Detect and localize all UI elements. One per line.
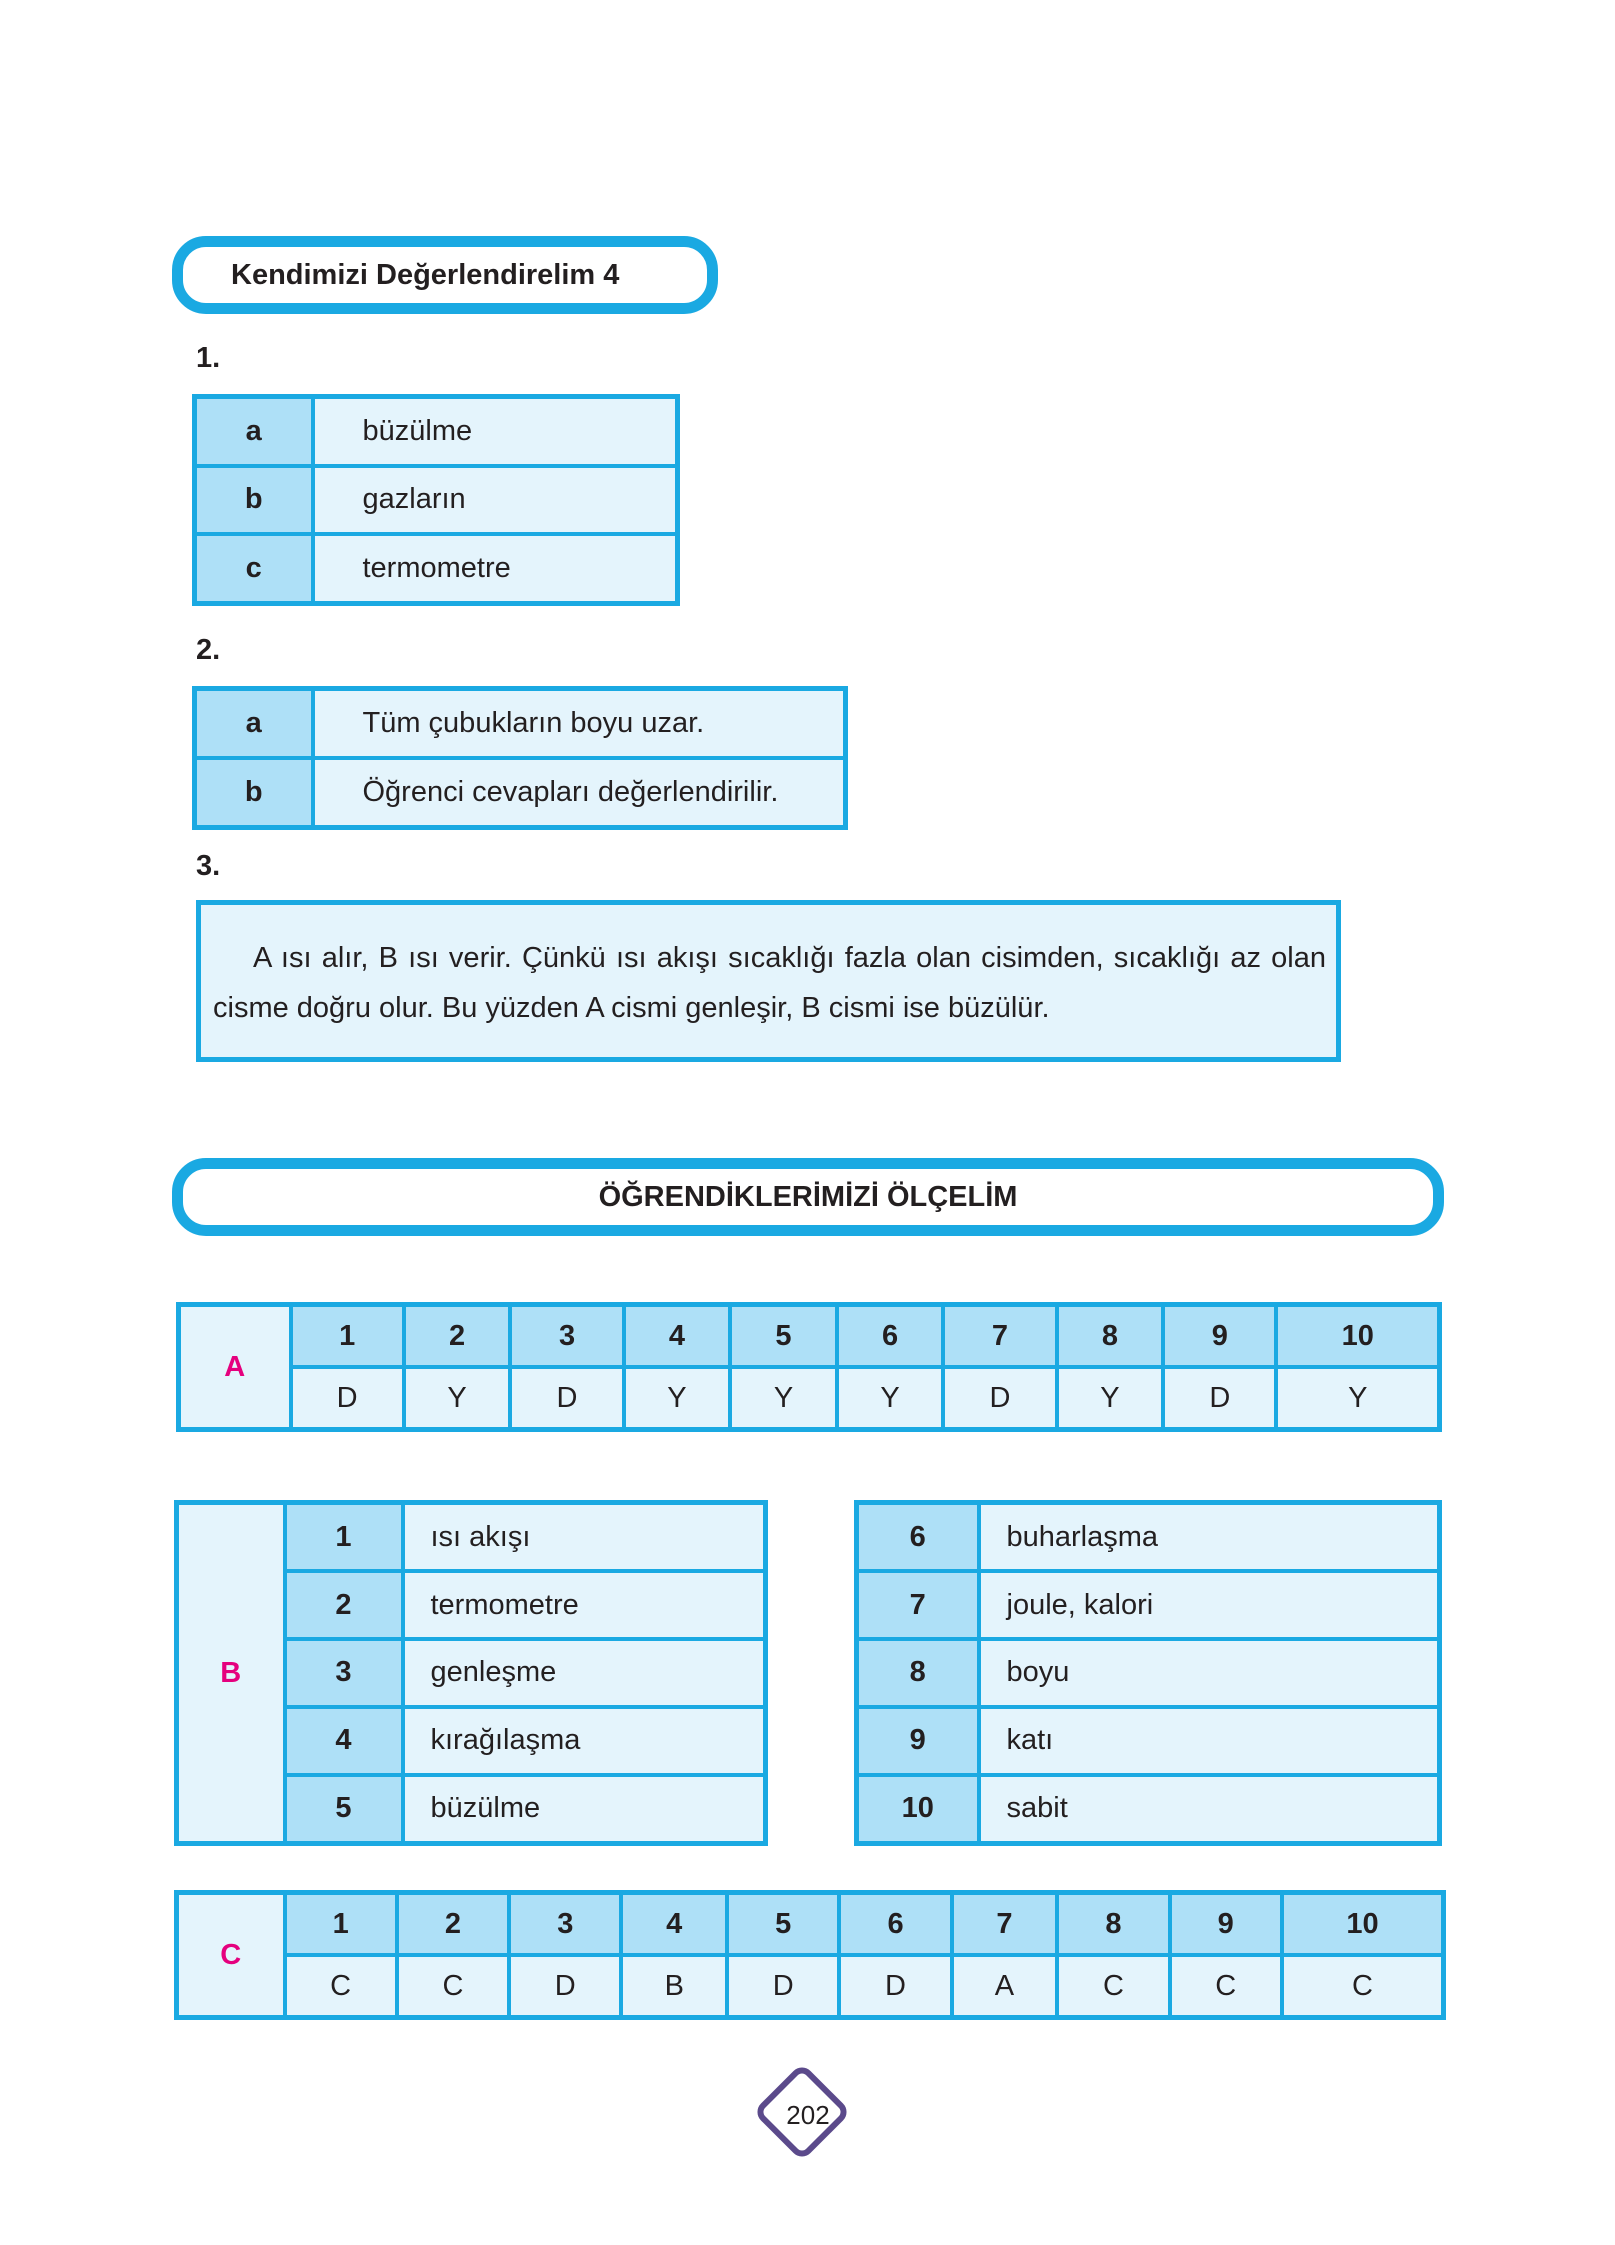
answer-cell: Y [1057,1367,1164,1430]
answer-cell: C [285,1955,397,2018]
answer-cell: A [952,1955,1058,2018]
answer-cell: boyu [979,1639,1440,1707]
question-number: 9 [1170,1893,1282,1956]
table-row [179,1367,1440,1430]
question-number: 10 [857,1775,979,1844]
question-number: 5 [285,1775,403,1844]
table-row [195,689,846,759]
part-b-label: B [177,1503,285,1844]
answer-cell: D [727,1955,839,2018]
row-value: termometre [313,534,678,603]
section-title-text: Kendimizi Değerlendirelim 4 [231,258,620,291]
answer-cell: sabit [979,1775,1440,1844]
question-number: 2 [285,1571,403,1639]
row-key: a [195,689,313,759]
question-number: 9 [1163,1305,1276,1368]
part-b-left-table [174,1500,768,1846]
question-number: 4 [285,1707,403,1775]
question-number: 2 [397,1893,509,1956]
question-number: 6 [839,1893,951,1956]
answer-cell: katı [979,1707,1440,1775]
table-row [857,1707,1440,1775]
answer-cell: D [509,1955,621,2018]
table-row [177,1503,766,1572]
question-number: 7 [857,1571,979,1639]
answer-cell: Y [624,1367,731,1430]
question-2-label: 2. [196,634,221,666]
row-value: Öğrenci cevapları değerlendirilir. [313,758,846,828]
answer-cell: Y [404,1367,511,1430]
question-number: 7 [943,1305,1056,1368]
section-title-kendimizi [172,236,718,314]
question-number: 10 [1276,1305,1439,1368]
answer-cell: Y [730,1367,837,1430]
question-number: 1 [285,1893,397,1956]
answer-cell: kırağılaşma [403,1707,766,1775]
answer-cell: joule, kalori [979,1571,1440,1639]
question-3-label: 3. [196,850,221,882]
section-title-olcelim [172,1158,1444,1236]
part-a-table [176,1302,1442,1432]
answer-cell: B [621,1955,727,2018]
answer-cell: D [510,1367,623,1430]
answer-cell: C [397,1955,509,2018]
answer-cell: C [1057,1955,1169,2018]
answer-cell: termometre [403,1571,766,1639]
answer-cell: buharlaşma [979,1503,1440,1572]
question-number: 2 [404,1305,511,1368]
question-2-table [192,686,848,830]
table-row [857,1503,1440,1572]
question-number: 8 [1057,1893,1169,1956]
question-number: 4 [621,1893,727,1956]
part-a-label: A [179,1305,291,1430]
section-title-text: ÖĞRENDİKLERİMİZİ ÖLÇELİM [598,1180,1018,1213]
table-row [857,1639,1440,1707]
table-row [195,758,846,828]
answer-cell: genleşme [403,1639,766,1707]
question-number: 1 [285,1503,403,1572]
table-row [177,1893,1444,1956]
table-row [195,397,678,466]
question-number: 6 [857,1503,979,1572]
answer-cell: D [291,1367,404,1430]
question-number: 3 [509,1893,621,1956]
answer-cell: Y [1276,1367,1439,1430]
part-b-right-table [854,1500,1442,1846]
answer-cell: Y [837,1367,944,1430]
row-key: b [195,758,313,828]
question-number: 7 [952,1893,1058,1956]
question-number: 4 [624,1305,731,1368]
question-number: 8 [1057,1305,1164,1368]
answer-cell: ısı akışı [403,1503,766,1572]
row-key: b [195,466,313,534]
table-row [857,1571,1440,1639]
question-1-table [192,394,680,606]
row-key: c [195,534,313,603]
question-1-label: 1. [196,342,221,374]
row-value: büzülme [313,397,678,466]
answer-cell: D [839,1955,951,2018]
part-c-label: C [177,1893,285,2018]
question-number: 10 [1282,1893,1444,1956]
table-row [195,466,678,534]
question-number: 9 [857,1707,979,1775]
table-row [179,1305,1440,1368]
table-row [857,1775,1440,1844]
row-value: gazların [313,466,678,534]
question-number: 3 [510,1305,623,1368]
question-number: 8 [857,1639,979,1707]
question-3-answer-box [196,900,1341,1062]
question-number: 5 [727,1893,839,1956]
page-number: 202 [786,2100,830,2130]
row-value: Tüm çubukların boyu uzar. [313,689,846,759]
question-number: 1 [291,1305,404,1368]
answer-cell: C [1282,1955,1444,2018]
question-3-answer-text: A ısı alır, B ısı verir. Çünkü ısı akışı sıcaklığı fazla olan cisimden, sıcaklığı az olan cisme doğru olur. Bu yüzden A cismi genleşir, B cismi ise büzülür. [213,942,1326,1024]
table-row [195,534,678,603]
part-c-table [174,1890,1446,2020]
table-row [177,1955,1444,2018]
question-number: 6 [837,1305,944,1368]
answer-cell: C [1170,1955,1282,2018]
question-number: 3 [285,1639,403,1707]
row-key: a [195,397,313,466]
answer-cell: D [1163,1367,1276,1430]
answer-cell: D [943,1367,1056,1430]
answer-cell: büzülme [403,1775,766,1844]
question-number: 5 [730,1305,837,1368]
